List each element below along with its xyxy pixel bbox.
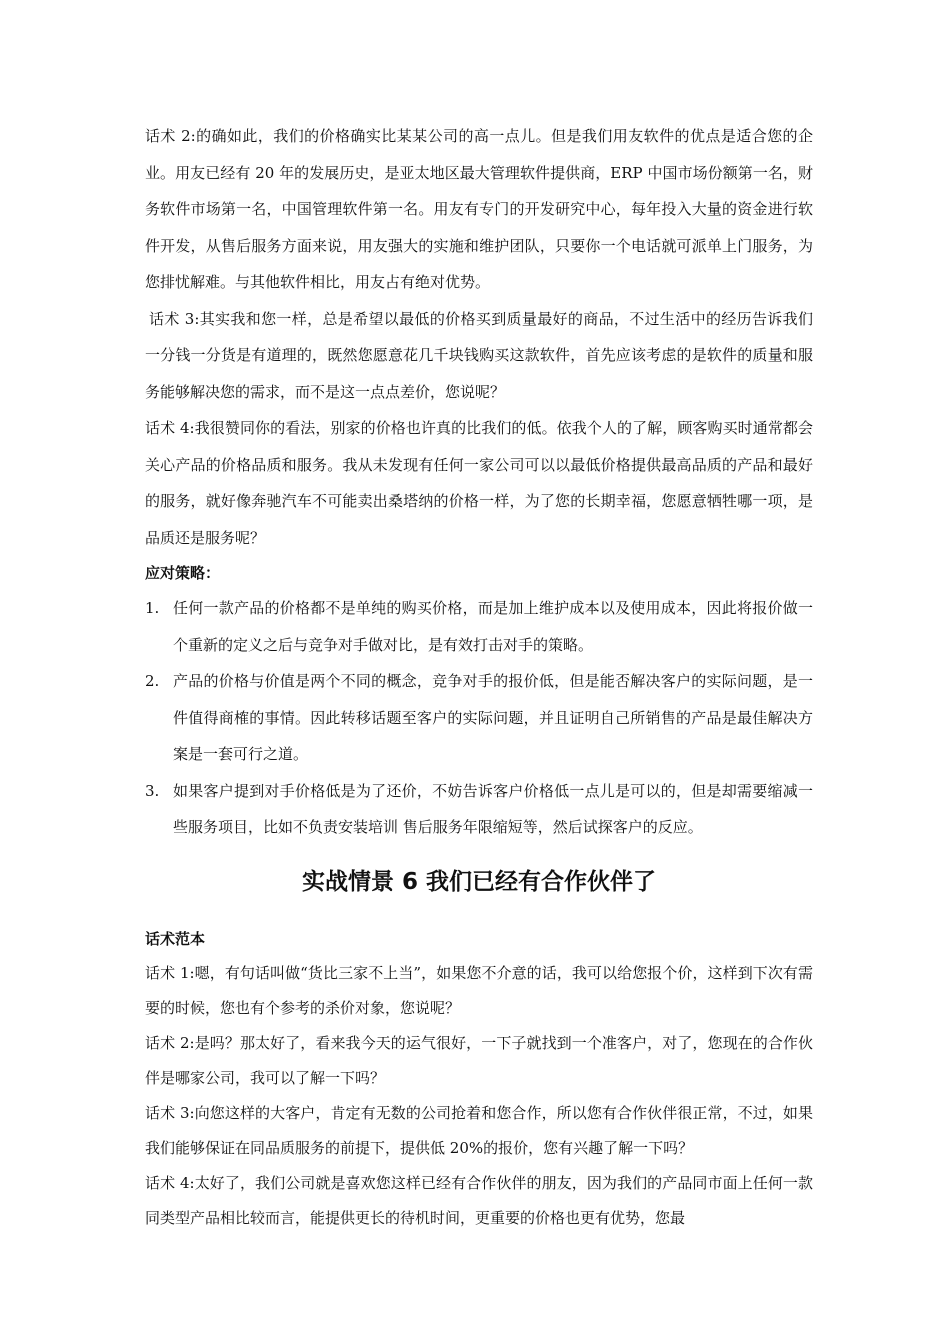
section-subtitle: 话术范本 bbox=[145, 929, 206, 948]
script-paragraph bbox=[145, 1166, 813, 1236]
script-text: 是吗？那太好了，看来我今天的运气很好，一下子就找到一个准客户，对了，您现在的合作伙伴是哪家公司，我可以了解一下吗？ bbox=[145, 1033, 813, 1087]
strategy-text: 如果客户提到对手价格低是为了还价，不妨告诉客户价格低一点儿是可以的，但是却需要缩减一些服务项目，比如不负责安装培训 售后服务年限缩短等，然后试探客户的反应。 bbox=[173, 781, 813, 836]
script-paragraph bbox=[145, 956, 813, 1026]
document-body bbox=[145, 118, 813, 1236]
script-text: 我很赞同你的看法，别家的价格也许真的比我们的低。依我个人的了解，顾客购买时通常都会关心产品的价格品质和服务。我从未发现有任何一家公司可以以最低价格提供最高品质的产品和最好的服务，就好像奔驰汽车不可能卖出桑塔纳的价格一样，为了您的长期幸福，您愿意牺牲哪一项，是品质还是服务呢？ bbox=[145, 419, 813, 547]
list-number: 2. bbox=[145, 672, 160, 690]
script-text: 的确如此，我们的价格确实比某某公司的高一点儿。但是我们用友软件的优点是适合您的企业。用友已经有 20 年的发展历史，是亚太地区最大管理软件提供商，ERP 中国市场份额第一名，财务软件市场第一名，中国管理软件第一名。用友有专门的开发研究中心，每年投入大量的资金进行软件开发，从售后服务方面来说，用友强大的实施和维护团队，只要你一个电话就可派单上门服务，为您排忧解难。与其他软件相比，用友占有绝对优势。 bbox=[145, 127, 813, 291]
script-label: 话术 1: bbox=[145, 963, 195, 982]
strategy-item bbox=[145, 590, 813, 663]
list-number: 3. bbox=[145, 781, 160, 800]
strategy-item bbox=[145, 663, 813, 773]
list-number: 1. bbox=[145, 599, 160, 617]
script-label: 话术 2: bbox=[145, 127, 196, 145]
script-label: 话术 4: bbox=[145, 1173, 195, 1192]
strategy-text: 产品的价格与价值是两个不同的概念，竞争对手的报价低，但是能否解决客户的实际问题，是一件值得商榷的事情。因此转移话题至客户的实际问题，并且证明自己所销售的产品是最佳解决方案是一套可行之道。 bbox=[173, 672, 813, 763]
script-paragraph bbox=[145, 301, 813, 411]
script-text: 向您这样的大客户，肯定有无数的公司抢着和您合作，所以您有合作伙伴很正常，不过，如果我们能够保证在同品质服务的前提下，提供低 20%的报价，您有兴趣了解一下吗？ bbox=[145, 1103, 813, 1157]
script-paragraph bbox=[145, 410, 813, 556]
script-label: 话术 3: bbox=[149, 309, 200, 328]
script-paragraph bbox=[145, 118, 813, 301]
script-label: 话术 4: bbox=[145, 419, 195, 437]
script-text: 太好了，我们公司就是喜欢您这样已经有合作伙伴的朋友，因为我们的产品同市面上任何一款同类型产品相比较而言，能提供更长的待机时间，更重要的价格也更有优势，您最 bbox=[145, 1173, 813, 1227]
script-text: 其实我和您一样，总是希望以最低的价格买到质量最好的商品，不过生活中的经历告诉我们一分钱一分货是有道理的，既然您愿意花几千块钱购买这款软件，首先应该考虑的是软件的质量和服务能够解决您的需求，而不是这一点点差价，您说呢？ bbox=[145, 309, 813, 401]
strategy-item bbox=[145, 773, 813, 846]
script-paragraph bbox=[145, 1096, 813, 1166]
script-text: 嗯，有句话叫做“货比三家不上当”，如果您不介意的话，我可以给您报个价，这样到下次有需要的时候，您也有个参考的杀价对象，您说呢？ bbox=[145, 963, 813, 1017]
script-label: 话术 3: bbox=[145, 1103, 195, 1122]
script-paragraph bbox=[145, 1026, 813, 1096]
strategy-label: 应对策略： bbox=[145, 564, 221, 582]
script-label: 话术 2: bbox=[145, 1033, 195, 1052]
section-title: 实战情景 6 我们已经有合作伙伴了 bbox=[301, 868, 657, 895]
strategy-text: 任何一款产品的价格都不是单纯的购买价格，而是加上维护成本以及使用成本，因此将报价做一个重新的定义之后与竞争对手做对比，是有效打击对手的策略。 bbox=[173, 599, 813, 654]
